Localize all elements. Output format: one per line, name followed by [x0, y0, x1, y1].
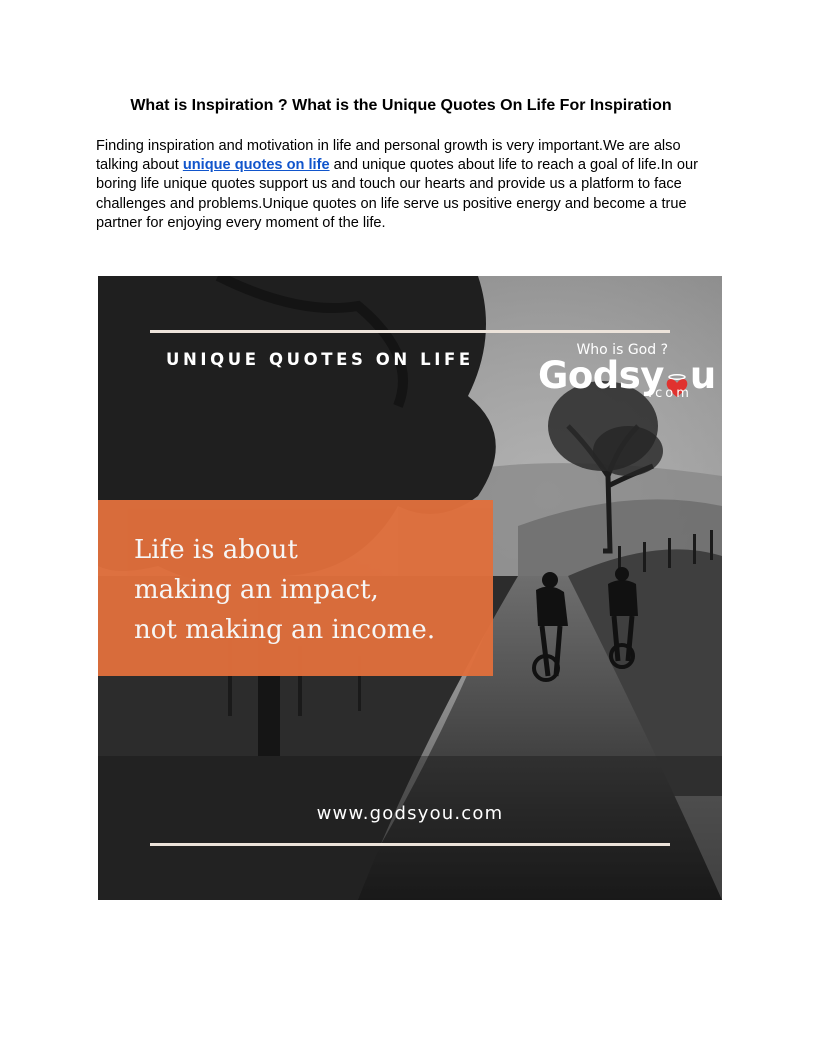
logo-tagline: Who is God ?	[576, 342, 668, 358]
image-heading: UNIQUE QUOTES ON LIFE	[166, 350, 474, 369]
paragraph-text-start: Finding inspiration and motivation in life and personal growth is very important.We are also talking about	[96, 138, 681, 174]
unique-quotes-link[interactable]: unique quotes on life	[182, 157, 330, 174]
quote-image	[98, 276, 722, 900]
logo-wordmark-end: u	[689, 354, 716, 397]
quote-box	[98, 500, 493, 676]
quote-text	[134, 530, 435, 650]
logo-wordmark-start: Godsy	[538, 354, 664, 397]
top-divider	[150, 330, 670, 333]
quote-line: making an impact,	[134, 575, 379, 605]
godsyou-logo	[538, 342, 716, 406]
bottom-divider	[150, 843, 670, 846]
website-url: www.godsyou.com	[316, 803, 504, 824]
paragraph-text-end: and unique quotes about life to reach a goal of life.In our boring life unique quotes support us and touch our hearts and provide us a platform to face challenges and problems.Unique quotes on life serve us positive energy and become a true partner for enjoying every moment of the life.	[96, 157, 698, 231]
quote-line: not making an income.	[134, 615, 436, 645]
intro-paragraph	[96, 137, 721, 233]
document-title: What is Inspiration ? What is the Unique Quotes On Life For Inspiration	[130, 97, 672, 114]
logo-tld: .com	[648, 386, 692, 401]
quote-line: Life is about	[134, 535, 298, 565]
